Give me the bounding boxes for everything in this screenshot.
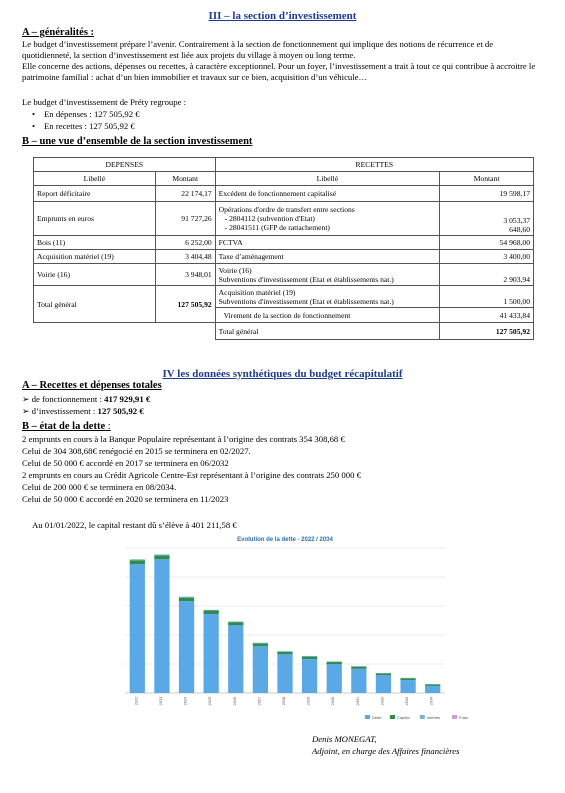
debt-evolution-chart	[103, 530, 467, 730]
dep-amount: 91 727,26	[155, 202, 215, 236]
dep-label: Bois (11)	[34, 236, 156, 250]
investment-table	[33, 157, 534, 340]
bar-capital-2026	[228, 622, 243, 625]
section4-title: IV les données synthétiques du budget récapitulatif	[162, 368, 403, 380]
legend-swatch	[390, 715, 395, 719]
dette-line: 2 emprunts en cours au Crédit Agricole Centre-Est représentant à l’origine des contrats 250 000 €	[22, 470, 361, 480]
x-tick-label: 2029	[306, 696, 311, 706]
table-row	[34, 264, 534, 286]
depenses-header: DEPENSES	[34, 158, 216, 172]
bar-intérêts-2022	[130, 559, 145, 560]
bar-intérêts-2024	[179, 597, 194, 598]
bar-capital-2033	[400, 678, 415, 680]
bar-intérêts-2027	[253, 643, 268, 644]
bar-intérêts-2028	[277, 651, 292, 652]
dep-amount: 22 174,17	[155, 186, 215, 202]
bar-capital-2023	[154, 555, 169, 559]
rec-montant-header: Montant	[440, 172, 534, 186]
b-heading-colon: :	[105, 421, 111, 432]
legend-label: Intérêts	[426, 715, 441, 720]
bar-dette-2022	[130, 564, 145, 693]
rec-label: Virement de la section de fonctionnement	[215, 308, 440, 323]
fonct-value: 417 929,91 €	[104, 394, 151, 404]
chart-title: Evolution de la dette - 2022 / 2034	[237, 537, 333, 543]
legend-swatch	[420, 715, 425, 719]
rec-label-sub: - 28041511 (GFP de rattachement)	[224, 223, 330, 232]
bar-capital-2032	[376, 673, 391, 675]
capital-restant: Au 01/01/2022, le capital restant dû s’élève à 401 211,58 €	[32, 520, 237, 530]
rec-amount-line: 3 053,37	[503, 216, 530, 225]
dette-line: Celui de 200 000 € se terminera en 08/2034.	[22, 482, 177, 492]
total-fonctionnement	[22, 394, 150, 405]
section3-paragraph-2: Elle concerne des actions, dépenses ou recettes, à caractère exceptionnel. Pour un foyer, l’investissement a trait à tout ce qui contribue à accroitre le patrimoine familial : achat d’un bien immobilier et travaux sur ce bien, acquisition d’un véhicule…	[22, 61, 536, 82]
recettes-header: RECETTES	[215, 158, 533, 172]
rec-label-sub: Subventions d'investissement (Etat et établissements nat.)	[218, 274, 394, 284]
bar-dette-2028	[277, 654, 292, 693]
bar-capital-2022	[130, 560, 145, 564]
dep-amount: 6 252,00	[155, 236, 215, 250]
rec-libelle-header: Libellé	[215, 172, 440, 186]
arrow-icon: ➢	[22, 406, 32, 416]
dep-label: Emprunts en euros	[34, 202, 156, 236]
invest-value: 127 505,92 €	[97, 406, 144, 416]
dep-total-amount: 127 505,92	[155, 286, 215, 323]
rec-label: Taxe d’aménagement	[215, 250, 440, 264]
table-row	[34, 286, 534, 308]
rec-label: FCTVA	[215, 236, 440, 250]
bar-dette-2029	[302, 659, 317, 693]
bar-capital-2034	[425, 684, 440, 686]
bar-dette-2026	[228, 625, 243, 693]
invest-label: d’investissement :	[31, 406, 98, 416]
dette-line: Celui de 50 000 € accordé en 2017 se terminera en 06/2032	[22, 458, 229, 468]
dep-label: Acquisition matériel (19)	[34, 250, 156, 264]
dep-label: Report déficitaire	[34, 186, 156, 202]
bar-intérêts-2029	[302, 656, 317, 657]
dette-line: Celui de 50 000 € accordé en 2020 se terminera en 11/2023	[22, 494, 229, 504]
bar-dette-2031	[351, 669, 366, 693]
x-tick-label: 2028	[282, 696, 286, 706]
bullet-recettes: • En recettes : 127 505,92 €	[44, 121, 135, 131]
bar-dette-2024	[179, 601, 194, 693]
bar-capital-2027	[253, 643, 268, 646]
x-tick-label: 2030	[331, 696, 336, 706]
dep-amount: 3 948,01	[155, 264, 215, 286]
bar-capital-2030	[327, 662, 342, 664]
rec-amount: 41 433,84	[440, 308, 534, 323]
section4-a-heading: A – Recettes et dépenses totales	[22, 380, 162, 391]
rec-label-main: Acquisition matériel (19)	[218, 287, 296, 297]
bar-dette-2032	[376, 675, 391, 693]
arrow-icon: ➢	[22, 394, 32, 404]
bar-intérêts-2023	[154, 554, 169, 555]
bar-capital-2024	[179, 598, 194, 602]
dep-libelle-header: Libellé	[34, 172, 156, 186]
rec-label-main: Voirie (16)	[218, 265, 252, 275]
bar-capital-2029	[302, 657, 317, 660]
rec-label-sub: - 2804112 (subvention d'Etat)	[224, 214, 315, 223]
rec-total-amount: 127 505,92	[440, 323, 534, 340]
rec-label-sub: Subventions d'investissement (Etat et établissements nat.)	[218, 296, 394, 306]
rec-label	[215, 202, 440, 236]
table-row	[34, 323, 534, 340]
x-tick-label: 2032	[380, 696, 385, 706]
bar-dette-2030	[327, 664, 342, 693]
bar-dette-2025	[204, 614, 219, 693]
section3-b-heading: B – une vue d’ensemble de la section investissement	[22, 136, 253, 147]
dep-label: Voirie (16)	[34, 264, 156, 286]
section3-title: III – la section d’investissement	[208, 10, 357, 22]
legend-swatch	[452, 715, 457, 719]
x-tick-label: 2025	[208, 696, 213, 706]
bar-dette-2034	[425, 686, 440, 693]
bar-intérêts-2025	[204, 610, 219, 611]
rec-label	[215, 286, 440, 308]
bar-dette-2033	[400, 680, 415, 693]
table-row	[34, 250, 534, 264]
x-tick-label: 2022	[134, 696, 139, 706]
rec-label-main: Opérations d'ordre de transfert entre sections	[218, 205, 355, 214]
x-tick-label: 2031	[355, 696, 360, 706]
dep-montant-header: Montant	[155, 172, 215, 186]
bar-dette-2023	[154, 559, 169, 693]
x-tick-label: 2026	[232, 696, 237, 706]
empty-cell	[34, 323, 216, 340]
legend-label: Frais	[459, 715, 468, 720]
dep-amount: 3 404,48	[155, 250, 215, 264]
rec-amount: 1 500,00	[440, 286, 534, 308]
rec-amount: 2 903,94	[440, 264, 534, 286]
signature-role: Adjoint, en charge des Affaires financières	[312, 746, 460, 756]
rec-amount	[440, 202, 534, 236]
rec-amount: 3 400,00	[440, 250, 534, 264]
x-tick-label: 2034	[429, 696, 434, 706]
rec-amount-line: 648,60	[509, 225, 530, 234]
signature-name: Denis MONEGAT,	[312, 734, 377, 744]
total-investissement	[22, 406, 144, 417]
dep-total-label: Total général	[34, 286, 156, 323]
b-heading-text: B – état de la dette	[22, 421, 106, 432]
section3-paragraph-1: Le budget d’investissement prépare l’avenir. Contrairement à la section de fonctionnement qui implique des notions de récurrence et de quotidienneté, la section d’investissement est liée aux projets du village à moyen ou long terme.	[22, 39, 494, 60]
dette-line: 2 emprunts en cours à la Banque Populaire représentant à l’origine des contrats 354 308,68 €	[22, 434, 345, 444]
table-row	[34, 236, 534, 250]
bar-capital-2031	[351, 667, 366, 669]
x-tick-label: 2024	[183, 696, 188, 706]
bar-intérêts-2026	[228, 621, 243, 622]
bar-capital-2025	[204, 611, 219, 615]
table-row	[34, 202, 534, 236]
legend-label: Capital	[397, 715, 410, 720]
x-tick-label: 2027	[257, 696, 262, 706]
legend-label: Dette	[372, 715, 382, 720]
fonct-label: de fonctionnement :	[31, 394, 105, 404]
section3-paragraph-3: Le budget d’investissement de Préty regroupe :	[22, 97, 187, 107]
bar-capital-2028	[277, 652, 292, 655]
bullet-depenses: • En dépenses : 127 505,92 €	[44, 109, 140, 119]
rec-total-label: Total général	[215, 323, 440, 340]
table-row	[34, 186, 534, 202]
x-tick-label: 2033	[405, 696, 410, 706]
section4-b-heading	[22, 421, 111, 432]
rec-amount: 19 598,17	[440, 186, 534, 202]
legend-swatch	[365, 715, 370, 719]
dette-line: Celui de 304 308,68€ renégocié en 2015 se terminera en 02/2027.	[22, 446, 251, 456]
x-tick-label: 2023	[158, 696, 163, 706]
rec-label: Excédent de fonctionnement capitalisé	[215, 186, 440, 202]
rec-label	[215, 264, 440, 286]
section3-a-heading: A – généralités :	[22, 27, 95, 38]
bar-dette-2027	[253, 646, 268, 693]
rec-amount: 54 968,00	[440, 236, 534, 250]
